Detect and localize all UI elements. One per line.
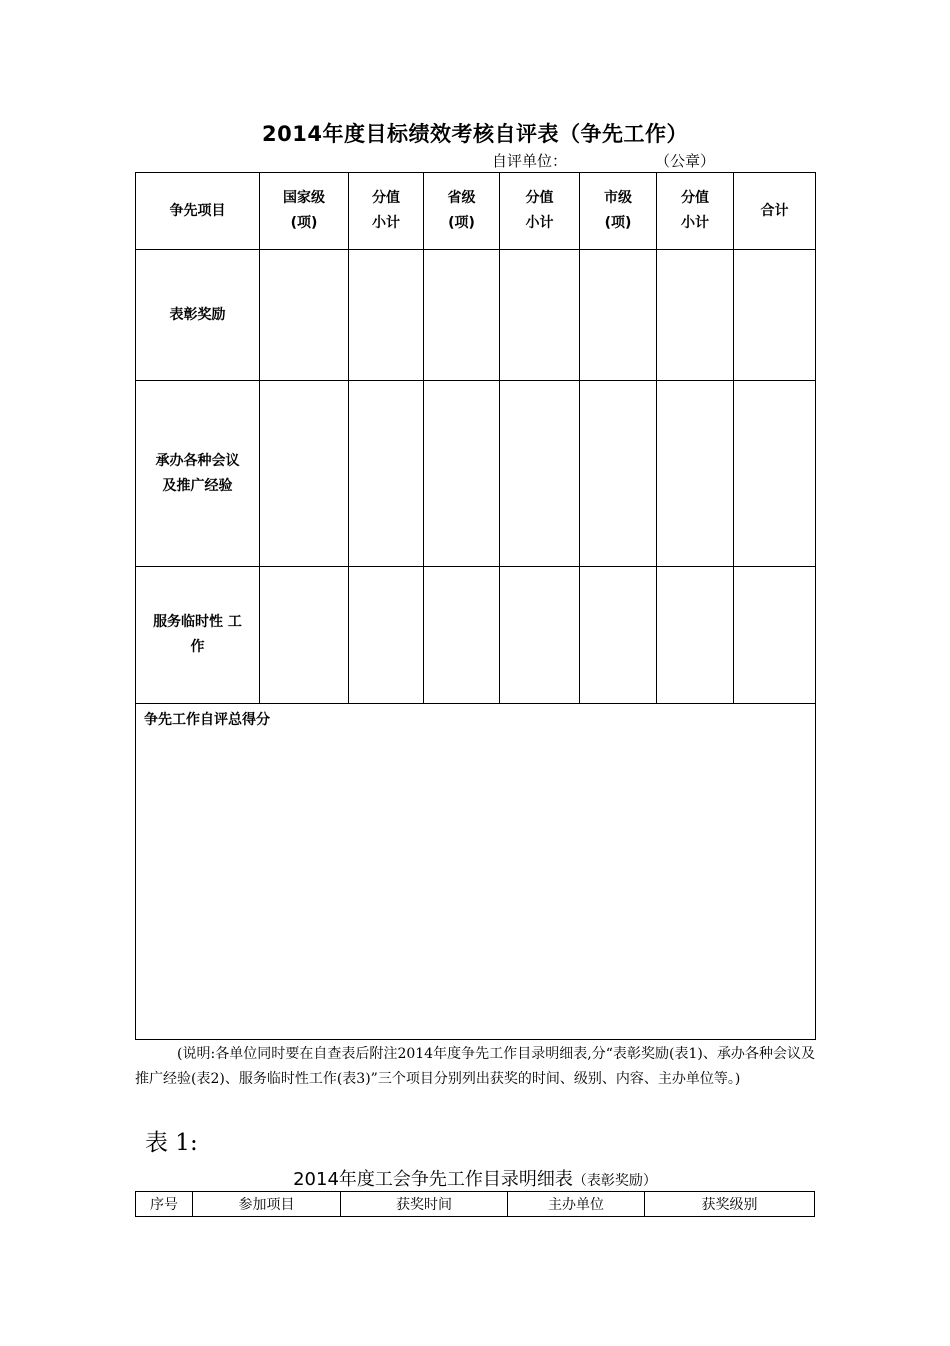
input-cell[interactable] <box>424 567 500 704</box>
input-cell[interactable] <box>500 381 580 567</box>
page-title: 2014年度目标绩效考核自评表（争先工作） <box>262 122 688 146</box>
header-city-score: 分值 小计 <box>657 173 734 250</box>
total-score-label: 争先工作自评总得分 <box>144 712 270 728</box>
table1-subtitle: （表彰奖励） <box>572 1173 657 1189</box>
note-text: (说明:各单位同时要在自查表后附注2014年度争先工作目录明细表,分“表彰奖励(表1)、承办各种会议及推广经验(表2)、服务临时性工作(表3)”三个项目分别列出获奖的时间、级别、内容、主办单位等。) <box>135 1046 815 1087</box>
input-cell[interactable] <box>500 567 580 704</box>
input-cell[interactable] <box>349 381 424 567</box>
total-score-row <box>136 704 816 1040</box>
header-provincial: 省级 (项) <box>424 173 500 250</box>
header-row <box>136 173 816 250</box>
input-cell[interactable] <box>349 567 424 704</box>
row-label-temp-work: 服务临时性 工 作 <box>136 567 260 704</box>
input-cell[interactable] <box>580 250 657 381</box>
total-score-cell[interactable] <box>136 704 816 1040</box>
row-label-awards: 表彰奖励 <box>136 250 260 381</box>
table-row <box>136 381 816 567</box>
input-cell[interactable] <box>657 250 734 381</box>
header-national: 国家级 (项) <box>260 173 349 250</box>
input-cell[interactable] <box>260 381 349 567</box>
table1-label: 表 1: <box>145 1130 198 1156</box>
self-evaluation-table <box>135 172 816 1040</box>
input-cell[interactable] <box>349 250 424 381</box>
input-cell[interactable] <box>734 381 816 567</box>
table-row <box>136 250 816 381</box>
col-project: 参加项目 <box>193 1192 341 1217</box>
table-row <box>136 567 816 704</box>
col-award-level: 获奖级别 <box>645 1192 815 1217</box>
header-city: 市级 (项) <box>580 173 657 250</box>
input-cell[interactable] <box>500 250 580 381</box>
input-cell[interactable] <box>657 381 734 567</box>
input-cell[interactable] <box>580 567 657 704</box>
row-label-meetings: 承办各种会议 及推广经验 <box>136 381 260 567</box>
input-cell[interactable] <box>734 567 816 704</box>
header-item: 争先项目 <box>136 173 260 250</box>
input-cell[interactable] <box>424 381 500 567</box>
input-cell[interactable] <box>260 567 349 704</box>
header-national-score: 分值 小计 <box>349 173 424 250</box>
input-cell[interactable] <box>424 250 500 381</box>
input-cell[interactable] <box>657 567 734 704</box>
seal-label: （公章） <box>655 152 716 170</box>
header-total: 合计 <box>734 173 816 250</box>
header-provincial-score: 分值 小计 <box>500 173 580 250</box>
table1-header-row <box>136 1192 815 1217</box>
col-award-time: 获奖时间 <box>341 1192 508 1217</box>
input-cell[interactable] <box>734 250 816 381</box>
col-serial: 序号 <box>136 1192 193 1217</box>
self-eval-unit-label: 自评单位： <box>492 152 568 170</box>
col-organizer: 主办单位 <box>508 1192 645 1217</box>
table1-title: 2014年度工会争先工作目录明细表（表彰奖励） <box>293 1169 657 1190</box>
input-cell[interactable] <box>580 381 657 567</box>
table1 <box>135 1191 815 1217</box>
input-cell[interactable] <box>260 250 349 381</box>
